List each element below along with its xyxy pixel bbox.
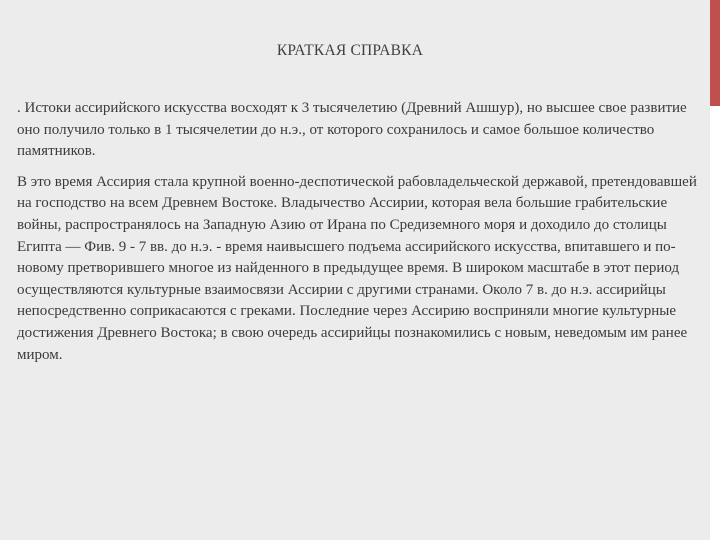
- slide-body: [17, 98, 700, 366]
- accent-bar: [710, 0, 720, 106]
- slide-title: КРАТКАЯ СПРАВКА: [276, 42, 424, 59]
- paragraph-intro: . Истоки ассирийского искусства восходят к 3 тысячелетию (Древний Ашшур), но высшее свое развитие оно получило только в 1 тысячелетии до н.э., от которого сохранилось и самое большое количество памятников.: [17, 100, 687, 160]
- paragraph-history: В это время Ассирия стала крупной военно-деспотической рабовладельческой державой, претендовавшей на господство на всем Древнем Востоке. Владычество Ассирии, которая вела большие грабительские войны, распространялось на Западную Азию от Ирана по Средиземного моря и доходило до столицы Египта — Фив. 9 - 7 вв. до н.э. - время наивысшего подъема ассирийского искусства, впитавшего и по-новому претворившего многое из найденного в предыдущее время. В широком масштабе в этот период осуществляются культурные взаимосвязи Ассирии с другими странами. Около 7 в. до н.э. ассирийцы непосредственно соприкасаются с греками. Последние через Ассирию восприняли многие культурные достижения Древнего Востока; в свою очередь ассирийцы познакомились с новым, неведомым им ранее миром.: [17, 173, 697, 363]
- side-strip: [710, 106, 720, 540]
